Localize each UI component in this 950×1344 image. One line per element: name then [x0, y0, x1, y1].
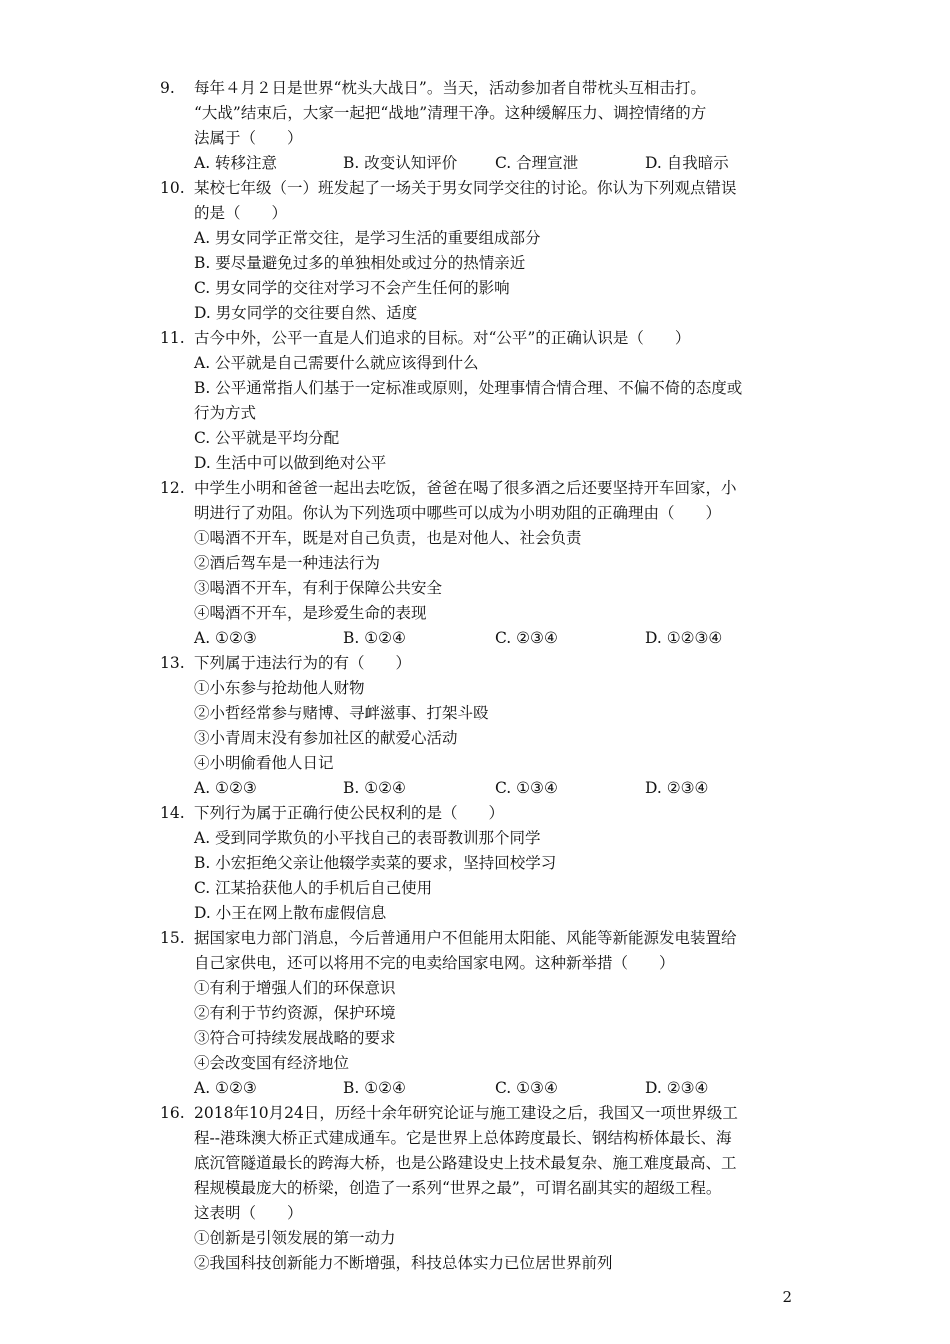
- statement-item: ②小哲经常参与赌博、寻衅滋事、打架斗殴: [194, 704, 489, 722]
- statement-item: ①有利于增强人们的环保意识: [194, 979, 396, 997]
- question-text: 程--港珠澳大桥正式建成通车。它是世界上总体跨度最长、钢结构桥体最长、海: [194, 1129, 732, 1147]
- option-c: C. 公平就是平均分配: [194, 429, 340, 447]
- option-a: A. 公平就是自己需要什么就应该得到什么: [194, 354, 479, 372]
- question-text: 中学生小明和爸爸一起出去吃饭，爸爸在喝了很多酒之后还要坚持开车回家，小: [194, 479, 737, 497]
- statement-item: ④小明偷看他人日记: [194, 754, 334, 772]
- question-text: 下列属于违法行为的有（ ）: [194, 654, 412, 672]
- option-b-continued: 行为方式: [194, 404, 257, 422]
- page-number: 2: [782, 1288, 792, 1306]
- option-c: C. ①③④: [495, 1079, 558, 1097]
- question-text: 的是（ ）: [194, 204, 288, 222]
- option-b: B. ①②④: [343, 779, 406, 797]
- question-text: 某校七年级（一）班发起了一场关于男女同学交往的讨论。你认为下列观点错误: [194, 179, 737, 197]
- option-a: A. ①②③: [194, 629, 257, 647]
- question-text: 据国家电力部门消息，今后普通用户不但能用太阳能、风能等新能源发电装置给: [194, 929, 737, 947]
- statement-item: ③喝酒不开车，有利于保障公共安全: [194, 579, 443, 597]
- option-b: B. 公平通常指人们基于一定标准或原则，处理事情合情合理、不偏不倚的态度或: [194, 379, 743, 397]
- question-text: 下列行为属于正确行使公民权利的是（ ）: [194, 804, 505, 822]
- option-a: A. 受到同学欺负的小平找自己的表哥教训那个同学: [194, 829, 541, 847]
- option-b: B. 小宏拒绝父亲让他辍学卖菜的要求，坚持回校学习: [194, 854, 557, 872]
- statement-item: ①小东参与抢劫他人财物: [194, 679, 365, 697]
- option-d: D. 生活中可以做到绝对公平: [194, 454, 387, 472]
- option-a: A. 男女同学正常交往，是学习生活的重要组成部分: [194, 229, 541, 247]
- option-a: A. 转移注意: [194, 154, 278, 172]
- question-number: 10.: [160, 179, 185, 197]
- question-number: 11.: [160, 329, 185, 347]
- statement-item: ②我国科技创新能力不断增强，科技总体实力已位居世界前列: [194, 1254, 613, 1272]
- option-d: D. 自我暗示: [645, 154, 729, 172]
- option-b: B. 要尽量避免过多的单独相处或过分的热情亲近: [194, 254, 526, 272]
- option-a: A. ①②③: [194, 1079, 257, 1097]
- question-number: 14.: [160, 804, 185, 822]
- question-text: 明进行了劝阻。你认为下列选项中哪些可以成为小明劝阻的正确理由（ ）: [194, 504, 722, 522]
- statement-item: ④会改变国有经济地位: [194, 1054, 350, 1072]
- question-number: 9.: [160, 79, 175, 97]
- option-a: A. ①②③: [194, 779, 257, 797]
- statement-item: ③符合可持续发展战略的要求: [194, 1029, 396, 1047]
- option-c: C. 江某拾获他人的手机后自己使用: [194, 879, 433, 897]
- question-number: 15.: [160, 929, 185, 947]
- option-c: C. 合理宣泄: [495, 154, 579, 172]
- option-b: B. 改变认知评价: [343, 154, 458, 172]
- option-d: D. 男女同学的交往要自然、适度: [194, 304, 418, 322]
- question-text: 法属于（ ）: [194, 129, 303, 147]
- question-text: 底沉管隧道最长的跨海大桥，也是公路建设史上技术最复杂、施工难度最高、工: [194, 1154, 737, 1172]
- option-c: C. ①③④: [495, 779, 558, 797]
- question-text: “大战”结束后，大家一起把“战地”清理干净。这种缓解压力、调控情绪的方: [194, 104, 707, 122]
- statement-item: ①创新是引领发展的第一动力: [194, 1229, 396, 1247]
- question-text: 每年４月２日是世界“枕头大战日”。当天，活动参加者自带枕头互相击打。: [194, 79, 706, 97]
- statement-item: ①喝酒不开车，既是对自己负责，也是对他人、社会负责: [194, 529, 582, 547]
- statement-item: ③小青周末没有参加社区的献爱心活动: [194, 729, 458, 747]
- question-text: 2018年10月24日，历经十余年研究论证与施工建设之后，我国又一项世界级工: [194, 1104, 738, 1122]
- option-d: D. ②③④: [645, 1079, 709, 1097]
- statement-item: ④喝酒不开车，是珍爱生命的表现: [194, 604, 427, 622]
- option-c: C. 男女同学的交往对学习不会产生任何的影响: [194, 279, 510, 297]
- question-text: 古今中外，公平一直是人们追求的目标。对“公平”的正确认识是（ ）: [194, 329, 691, 347]
- question-text: 程规模最庞大的桥梁，创造了一系列“世界之最”，可谓名副其实的超级工程。: [194, 1179, 722, 1197]
- option-c: C. ②③④: [495, 629, 558, 647]
- option-b: B. ①②④: [343, 629, 406, 647]
- question-text: 自己家供电，还可以将用不完的电卖给国家电网。这种新举措（ ）: [194, 954, 675, 972]
- question-text: 这表明（ ）: [194, 1204, 303, 1222]
- question-number: 12.: [160, 479, 185, 497]
- option-d: D. 小王在网上散布虚假信息: [194, 904, 387, 922]
- option-d: D. ②③④: [645, 779, 709, 797]
- statement-item: ②有利于节约资源，保护环境: [194, 1004, 396, 1022]
- option-b: B. ①②④: [343, 1079, 406, 1097]
- option-d: D. ①②③④: [645, 629, 723, 647]
- question-number: 13.: [160, 654, 185, 672]
- statement-item: ②酒后驾车是一种违法行为: [194, 554, 381, 572]
- question-number: 16.: [160, 1104, 185, 1122]
